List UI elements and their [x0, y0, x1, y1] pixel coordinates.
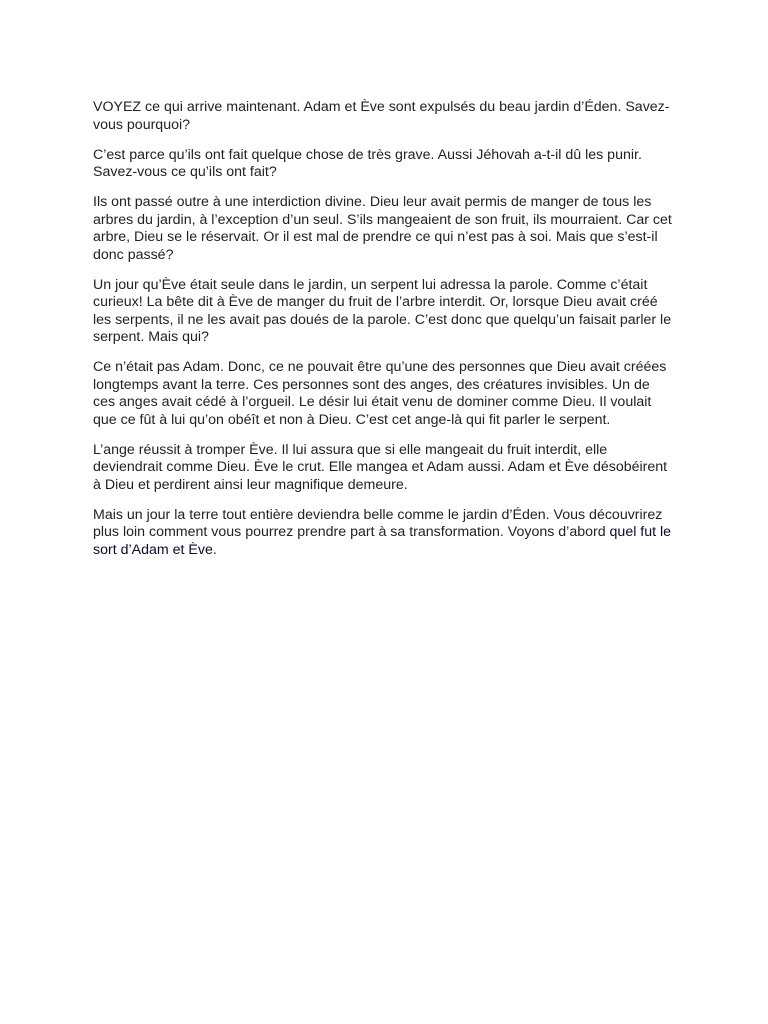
paragraph-4: Un jour qu’Ève était seule dans le jardin, un serpent lui adressa la parole. Comme c’était curieux! La bête dit à Ève de manger du fruit de l’arbre interdit. Or, lorsque Dieu avait créé les serpents, il ne les avait pas doués de la parole. C’est donc que quelqu’un faisait parler le serpent. Mais qui? [93, 276, 672, 345]
paragraph-2: C’est parce qu’ils ont fait quelque chose de très grave. Aussi Jéhovah a-t-il dû les punir. Savez-vous ce qu’ils ont fait? [93, 146, 642, 180]
paragraph-7 [93, 507, 675, 560]
paragraph-3: Ils ont passé outre à une interdiction divine. Dieu leur avait permis de manger de tous les arbres du jardin, à l’exception d’un seul. S’ils mangeaient de son fruit, ils mourraient. Car cet arbre, Dieu se le réservait. Or il est mal de prendre ce qui n’est pas à soi. Mais que s’est-il donc passé? [93, 194, 672, 263]
paragraph-1: VOYEZ ce qui arrive maintenant. Adam et Ève sont expulsés du beau jardin d’Éden. Savez-vous pourquoi? [93, 99, 670, 133]
paragraph-6: L’ange réussit à tromper Ève. Il lui assura que si elle mangeait du fruit interdit, elle deviendrait comme Dieu. Ève le crut. Elle mangea et Adam aussi. Adam et Ève désobéirent à Dieu et perdirent ainsi leur magnifique demeure. [93, 441, 668, 493]
sort-adam-eve-link[interactable]: quel fut le sort d’Adam et Ève [93, 524, 672, 558]
paragraph-7-text: Mais un jour la terre tout entière deviendra belle comme le jardin d’Éden. Vous découvrirez plus loin comment vous pourrez prendre part à sa transformation. Voyons d’abord [93, 506, 663, 540]
paragraph-5: Ce n’était pas Adam. Donc, ce ne pouvait être qu’une des personnes que Dieu avait créées longtemps avant la terre. Ces personnes sont des anges, des créatures invisibles. Un de ces anges avait cédé à l’orgueil. Le désir lui était venu de dominer comme Dieu. Il voulait que ce fût à lui qu’on obéît et non à Dieu. C’est cet ange-là qui fit parler le serpent. [93, 359, 667, 428]
document-body [93, 99, 675, 572]
paragraph-7-end: . [212, 541, 217, 558]
